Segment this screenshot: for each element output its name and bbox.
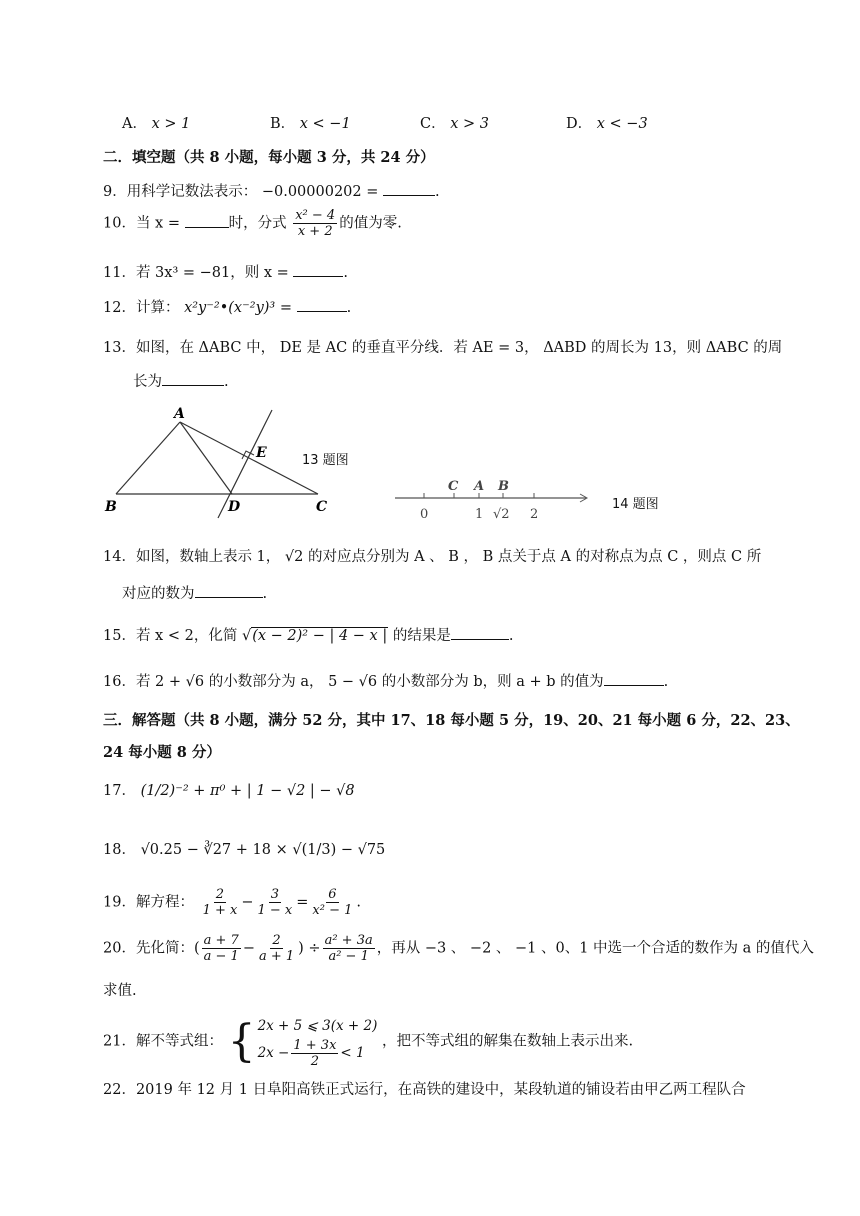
figure-13-caption: 13 题图 [302,453,349,468]
question-13-line2 [133,370,229,391]
q21-row-2-numerator: 1 + 3x [293,1038,337,1053]
q10-number: 10． [103,215,136,232]
q19-fraction-2 [255,887,294,918]
segment-ac [180,422,318,494]
q9-expr: −0.00000202 = [261,184,379,200]
q19-f1-numerator: 2 [215,887,225,902]
q19-fraction-1 [201,887,240,918]
question-18 [103,838,385,859]
q20-f2-numerator: 2 [272,933,281,948]
question-16 [103,670,668,691]
q13-end: . [224,374,229,390]
tick-label-2: 2 [530,507,539,522]
q11-end: . [343,265,349,281]
q21-row-2-denominator: 2 [310,1054,320,1069]
option-c [420,112,489,133]
q20-post: ，再从 −3 、 −2 、 −1 、0、1 中选一个合适的数作为 a 的值代入 [376,940,814,957]
label-a-point: A [474,479,485,494]
option-b-letter: B． [270,116,296,132]
tick-label-sqrt2: √2 [493,507,510,522]
label-c: C [316,499,328,515]
q21-number: 21． [103,1033,136,1050]
perpendicular-bisector [218,410,272,518]
question-22 [103,1078,746,1099]
q10-post: 的值为零. [339,215,402,232]
q21-pre: 解不等式组： [135,1033,223,1050]
tick-label-0: 0 [420,507,429,522]
option-b [270,112,351,133]
q20-pre: 先化简： [135,940,194,957]
q12-number: 12． [103,300,136,316]
q20-number: 20． [103,940,136,957]
q19-f1-denominator: 1 + x [202,903,238,918]
q20-f1-numerator: a + 7 [203,933,239,948]
q21-row-2-fraction [291,1038,338,1069]
q9-number: 9． [103,184,127,200]
question-12 [103,296,351,317]
q13-text: 如图，在 ΔABC 中， DE 是 AC 的垂直平分线．若 AE = 3， ΔABD 的周长为 13，则 ΔABC 的周 [135,340,783,356]
q10-denominator: x + 2 [297,224,333,239]
q12-expr: x²y⁻²•(x⁻²y)³ = [184,300,292,316]
q20-f3-numerator: a² + 3a [324,933,373,948]
q18-expr: √0.25 − ∛27 + 18 × √(1/3) − √75 [140,842,386,858]
option-a [122,112,190,133]
q19-f3-numerator: 6 [328,887,337,902]
option-a-letter: A． [122,116,147,132]
figure-14-caption: 14 题图 [612,497,659,512]
q14-answer-blank[interactable] [195,585,263,598]
q16-answer-blank[interactable] [604,673,664,686]
option-c-letter: C． [420,116,446,132]
label-b-point: B [498,479,509,494]
q11-answer-blank[interactable] [293,264,343,277]
q14-number: 14． [103,549,136,565]
q18-number: 18． [103,842,136,858]
question-21 [103,1014,633,1069]
q10-answer-blank[interactable] [185,215,229,228]
q21-row-1: 2x + 5 ⩽ 3(x + 2) [257,1018,378,1034]
q15-pre: 若 x < 2，化简 [135,628,238,644]
q21-row-2 [258,1038,378,1069]
q19-number: 19． [103,894,136,911]
question-10 [103,208,402,239]
label-e: E [256,445,267,461]
q10-numerator: x² − 4 [295,208,336,223]
q20-f2-denominator: a + 1 [258,949,295,964]
question-15: 15．若 x < 2，化简 √(x − 2)² − | 4 − x | 的结果是 . [103,628,514,644]
q13-answer-blank[interactable] [162,373,224,386]
question-13-line1 [103,336,782,357]
segment-ab [116,422,180,494]
tick-label-1: 1 [475,507,484,522]
q21-brace: { [227,1015,256,1067]
q20-fraction-3 [323,933,375,964]
q17-expr: (1/2)⁻² + π⁰ + | 1 − √2 | − √8 [140,783,355,799]
q15-end: . [508,628,514,644]
q22-text: 2019 年 12 月 1 日阜阳高铁正式运行，在高铁的建设中，某段轨道的铺设若由甲乙两工程队合 [135,1082,746,1098]
q19-f2-numerator: 3 [270,887,279,902]
q12-end: . [346,300,352,316]
section-2-heading: 二．填空题（共 8 小题，每小题 3 分，共 24 分） [103,149,435,166]
q19-f2-denominator: 1 − x [257,903,293,918]
section-3-heading-line2: 24 每小题 8 分） [103,744,221,761]
question-17 [103,779,355,800]
q19-fraction-3 [310,887,354,918]
q10-pre: 当 x = [135,215,180,232]
q11-number: 11． [103,265,136,281]
q19-pre: 解方程： [135,894,194,911]
q13-text-2: 长为 [133,374,162,390]
option-a-expr: x > 1 [151,116,191,132]
q14-text: 如图，数轴上表示 1， √2 的对应点分别为 A 、 B ， B 点关于点 A 的对称点为点 C ，则点 C 所 [135,549,762,565]
option-d-letter: D． [566,116,593,132]
option-b-expr: x < −1 [299,116,351,132]
question-11 [103,261,348,282]
q14-text-2: 对应的数为 [122,586,195,602]
option-d-expr: x < −3 [596,116,648,132]
q16-number: 16． [103,674,136,690]
q13-number: 13． [103,340,136,356]
segment-ad [180,422,232,494]
q21-inequality-system [228,1014,378,1069]
q15-post: 的结果是 [392,628,451,644]
q19-end: . [356,894,361,911]
question-14-line2 [122,582,267,603]
q19-f3-denominator: x² − 1 [312,903,353,918]
section-3-heading-line1: 三．解答题（共 8 小题，满分 52 分，其中 17、18 每小题 5 分，19、20、21 每小题 6 分，22、23、 [103,712,800,729]
q20-fraction-2 [257,933,296,964]
label-d: D [228,499,241,515]
q15-number: 15． [103,628,136,644]
q21-row-2-left: 2x − [257,1045,290,1061]
q20-f3-denominator: a² − 1 [328,949,369,964]
q12-answer-blank[interactable] [297,299,347,312]
q21-row-2-right: < 1 [340,1045,365,1061]
q9-text: 用科学记数法表示： [126,184,258,200]
label-c-point: C [448,479,459,494]
q16-end: . [663,674,669,690]
option-d [566,112,648,133]
question-20-line2: 求值. [103,983,137,999]
q17-number: 17． [103,783,136,799]
q11-pre: 若 3x³ = −81，则 x = [135,265,289,281]
q20-fraction-1 [202,933,241,964]
question-20: 20．先化简：( $\frac{a + 7}{a - 1}$ − $\frac{2}{a + 1}$ ) ÷ $\frac{\text{a² + 3a}}{\text{a² − 1}}$ ，再从 −3 、 −2 、 −1 、0、1 中选一个合适的数作为 a 的值代入 [103,933,814,964]
q16-text: 若 2 + √6 的小数部分为 a， 5 − √6 的小数部分为 b，则 a + b 的值为 [135,674,604,690]
q10-mid: 时，分式 [228,215,287,232]
q14-end: . [262,586,268,602]
q12-pre: 计算： [135,300,180,316]
q9-end: . [435,184,440,200]
q15-answer-blank[interactable] [451,627,509,640]
q20-f1-denominator: a − 1 [203,949,239,964]
question-19: 19．解方程： $\frac{2}{1 + x}$ − $\frac{3}{1 - x}$ = $\frac{6}{\text{x² − 1}}$ . [103,887,361,918]
question-9 [103,180,440,201]
q21-post: ，把不等式组的解集在数轴上表示出来. [381,1033,634,1050]
q10-fraction [293,208,337,239]
option-c-expr: x > 3 [450,116,489,132]
label-b: B [105,499,117,515]
q15-radical: (x − 2)² − | 4 − x | [252,628,388,644]
question-14-line1 [103,545,761,566]
q22-number: 22． [103,1082,136,1098]
label-a: A [174,406,185,422]
figure-14-number-line [390,474,600,524]
q9-answer-blank[interactable] [383,183,435,196]
